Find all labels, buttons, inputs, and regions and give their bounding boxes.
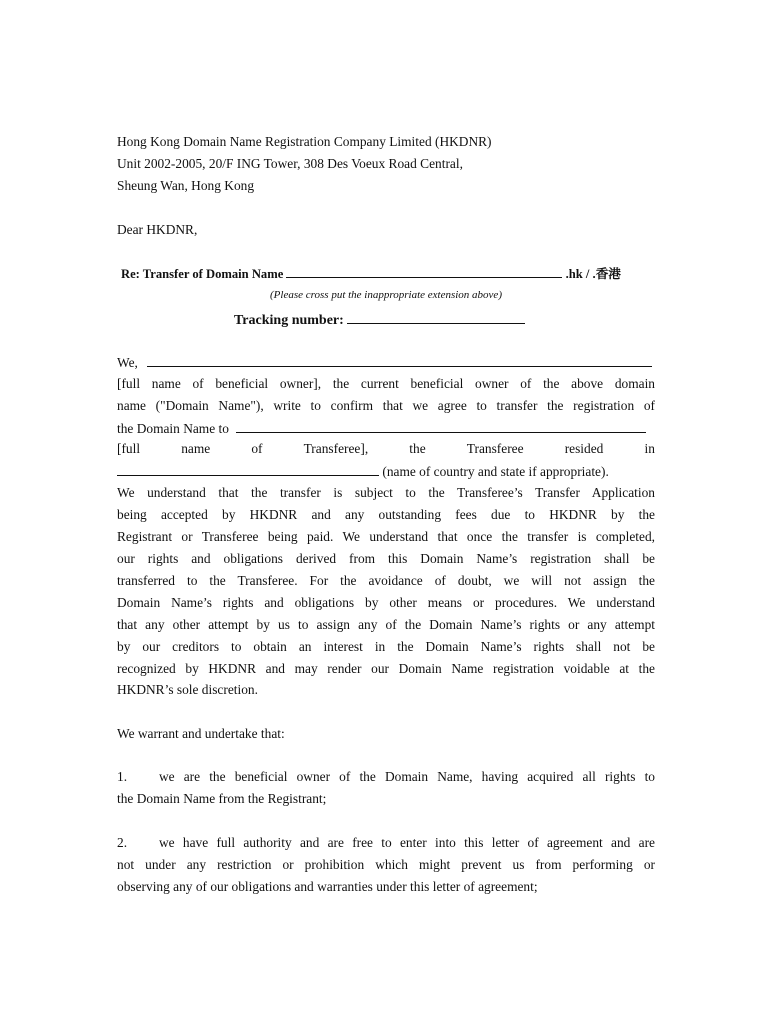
- body-line: recognized by HKDNR and may render our Domain Name registration voidable at the: [117, 661, 655, 676]
- item-line: the Domain Name from the Registrant;: [117, 791, 327, 806]
- body-line: that any other attempt by us to assign any of the Domain Name’s rights or any attempt: [117, 617, 655, 632]
- address-line-2: Unit 2002-2005, 20/F ING Tower, 308 Des Voeux Road Central,: [117, 156, 463, 171]
- we-label: We,: [117, 355, 138, 370]
- domain-name-blank[interactable]: [286, 265, 562, 278]
- item-line: not under any restriction or prohibition which might prevent us from performing or: [117, 857, 655, 872]
- item-line: observing any of our obligations and warranties under this letter of agreement;: [117, 879, 538, 894]
- beneficial-owner-blank[interactable]: [147, 354, 652, 367]
- body-line: being accepted by HKDNR and any outstanding fees due to HKDNR by the: [117, 507, 655, 522]
- re-prefix: Re: Transfer of Domain Name: [121, 267, 284, 281]
- re-line: [121, 265, 621, 282]
- body-line: HKDNR’s sole discretion.: [117, 682, 258, 697]
- salutation: Dear HKDNR,: [117, 222, 198, 237]
- body-line: Registrant or Transferee being paid. We understand that once the transfer is completed,: [117, 529, 655, 544]
- tracking-number-line: [234, 311, 525, 329]
- tracking-number-blank[interactable]: [347, 311, 525, 324]
- word: Transferee: [466, 441, 524, 456]
- word: name: [181, 441, 211, 456]
- body-line: Domain Name’s rights and obligations by other means or procedures. We understand: [117, 595, 655, 610]
- body-line: We understand that the transfer is subject to the Transferee’s Transfer Application: [117, 485, 655, 500]
- body-line: by our creditors to obtain an interest in the Domain Name’s rights shall not be: [117, 639, 655, 654]
- body-line: [full name of beneficial owner], the current beneficial owner of the above domain: [117, 376, 655, 391]
- body-line: transferred to the Transferee. For the avoidance of doubt, we will not assign the: [117, 573, 655, 588]
- country-line: [117, 463, 609, 480]
- address-line-1: Hong Kong Domain Name Registration Company Limited (HKDNR): [117, 134, 492, 149]
- body-line: our rights and obligations derived from this Domain Name’s registration shall be: [117, 551, 655, 566]
- tracking-label: Tracking number:: [234, 313, 344, 328]
- address-line-3: Sheung Wan, Hong Kong: [117, 178, 255, 193]
- word: the: [409, 441, 426, 456]
- word: resided: [564, 441, 604, 456]
- body-line: the Domain Name to: [117, 421, 229, 436]
- re-suffix: .hk / .香港: [565, 267, 621, 281]
- country-blank[interactable]: [117, 463, 379, 476]
- word: [full: [117, 441, 141, 456]
- word: in: [644, 441, 655, 456]
- we-line: [117, 354, 655, 371]
- body-line: (name of country and state if appropriate).: [382, 464, 609, 479]
- transferee-name-blank[interactable]: [236, 420, 646, 433]
- body-line: name ("Domain Name"), write to confirm that we agree to transfer the registration of: [117, 398, 655, 413]
- item-line: we are the beneficial owner of the Domain Name, having acquired all rights to: [159, 769, 655, 784]
- item-line: we have full authority and are free to enter into this letter of agreement and are: [159, 835, 655, 850]
- transferee-line: [117, 420, 655, 437]
- word: Transferee],: [303, 441, 369, 456]
- item-number: 2.: [117, 835, 128, 850]
- body-line-spread: [117, 441, 655, 457]
- warrant-intro: We warrant and undertake that:: [117, 726, 285, 741]
- word: of: [251, 441, 263, 456]
- re-note: (Please cross put the inappropriate extension above): [270, 289, 502, 301]
- item-number: 1.: [117, 769, 128, 784]
